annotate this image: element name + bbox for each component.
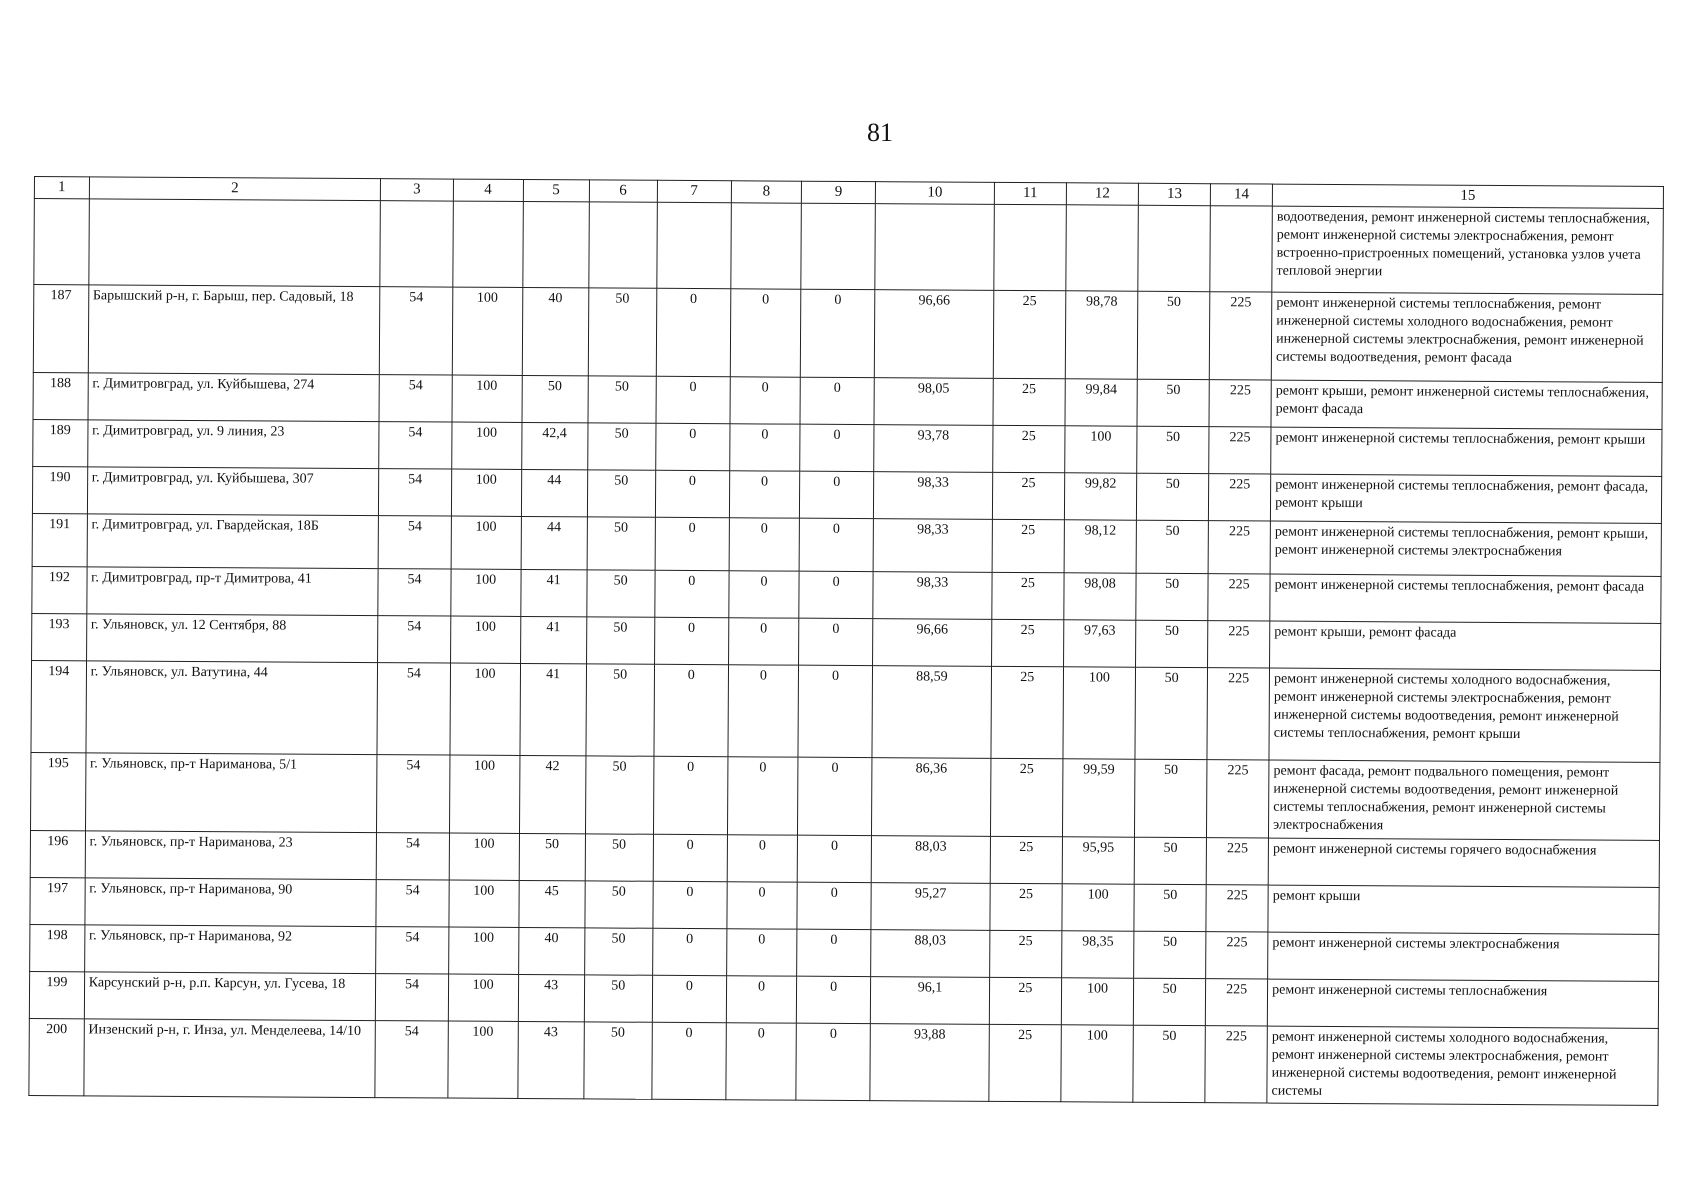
- cell-value-c12: 100: [1061, 977, 1133, 1024]
- cell-value-c7: 0: [653, 756, 728, 834]
- cell-value-c14: 225: [1206, 978, 1268, 1025]
- cell-value-c9: 0: [796, 976, 871, 1023]
- cell-value-c4: 100: [448, 927, 518, 974]
- cell-work-description: ремонт инженерной системы теплоснабжения, ремонт фасада: [1270, 574, 1661, 623]
- cell-value-c13: 50: [1136, 473, 1208, 520]
- cell-value-c14: 225: [1209, 426, 1271, 473]
- cell-empty: [88, 199, 380, 287]
- cell-value-c10: 88,03: [871, 929, 990, 977]
- cell-work-description: ремонт крыши, ремонт фасада: [1270, 621, 1661, 670]
- table-row: [31, 752, 1660, 840]
- cell-value-c7: 0: [654, 664, 729, 756]
- cell-value-c3: 54: [380, 286, 453, 374]
- table-row: [29, 1018, 1658, 1106]
- cell-value-c11: 25: [992, 472, 1064, 519]
- cell-value-c9: 0: [799, 518, 874, 571]
- cell-value-c14: 225: [1209, 473, 1271, 520]
- cell-value-c3: 54: [376, 879, 448, 926]
- cell-value-c13: 50: [1137, 379, 1209, 426]
- cell-value-c4: 100: [452, 375, 522, 422]
- cell-value-c4: 100: [449, 833, 519, 880]
- cell-value-c8: 0: [730, 377, 800, 424]
- cell-value-c10: 98,33: [873, 571, 992, 619]
- cell-row-number: 188: [33, 372, 88, 419]
- cell-address: г. Димитровград, ул. 9 линия, 23: [87, 420, 379, 469]
- cell-value-c8: 0: [727, 881, 797, 928]
- cell-value-c3: 54: [378, 568, 450, 615]
- cell-value-c7: 0: [652, 975, 727, 1022]
- cell-value-c3: 54: [375, 1020, 448, 1098]
- cell-empty: [731, 203, 802, 289]
- cell-work-description: ремонт инженерной системы теплоснабжения, ремонт крыши: [1271, 427, 1662, 476]
- cell-value-c10: 95,27: [871, 882, 990, 930]
- cell-value-c11: 25: [993, 290, 1066, 378]
- cell-value-c9: 0: [797, 835, 872, 882]
- cell-address: Барышский р-н, г. Барыш, пер. Садовый, 18: [88, 285, 380, 375]
- cell-value-c7: 0: [655, 517, 730, 570]
- cell-value-c12: 99,84: [1065, 379, 1137, 426]
- cell-value-c12: 100: [1061, 1024, 1134, 1102]
- cell-row-number: 196: [30, 830, 85, 877]
- column-header-2: 2: [89, 177, 381, 201]
- cell-value-c3: 54: [378, 615, 450, 662]
- cell-value-c9: 0: [800, 289, 875, 377]
- cell-value-c14: 225: [1206, 931, 1268, 978]
- cell-value-c11: 25: [991, 619, 1063, 666]
- cell-work-description: ремонт инженерной системы холодного водоснабжения, ремонт инженерной системы электроснабжения, ремонт инженерной системы водоотведения, ремонт инженерной системы: [1267, 1026, 1658, 1106]
- cell-value-c10: 86,36: [872, 757, 991, 835]
- cell-value-c12: 95,95: [1062, 836, 1134, 883]
- cell-row-number: 195: [31, 752, 86, 830]
- cell-value-c3: 54: [379, 374, 451, 421]
- page-number: 81: [867, 118, 893, 147]
- column-header-9: 9: [801, 181, 875, 203]
- cell-value-c11: 25: [992, 425, 1064, 472]
- cell-address: г. Ульяновск, ул. Ватутина, 44: [86, 661, 378, 755]
- cell-value-c10: 88,59: [872, 665, 991, 758]
- cell-value-c13: 50: [1136, 520, 1208, 573]
- cell-work-description: ремонт крыши, ремонт инженерной системы теплоснабжения, ремонт фасада: [1271, 380, 1662, 429]
- cell-value-c14: 225: [1207, 759, 1269, 837]
- cell-work-description: ремонт инженерной системы электроснабжения: [1268, 932, 1659, 981]
- cell-row-number: 198: [30, 924, 85, 971]
- cell-value-c3: 54: [376, 973, 448, 1020]
- cell-value-c9: 0: [799, 571, 874, 618]
- cell-value-c9: 0: [799, 618, 874, 665]
- cell-value-c8: 0: [729, 471, 799, 518]
- cell-value-c13: 50: [1133, 978, 1205, 1025]
- cell-value-c6: 50: [588, 288, 657, 376]
- cell-value-c14: 225: [1207, 667, 1269, 759]
- cell-value-c12: 98,35: [1062, 930, 1134, 977]
- cell-value-c11: 25: [990, 836, 1062, 883]
- cell-value-c5: 41: [520, 569, 586, 616]
- cell-value-c3: 54: [377, 754, 450, 832]
- cell-value-c3: 54: [377, 662, 450, 754]
- cell-empty: [994, 204, 1067, 290]
- cell-value-c14: 225: [1206, 837, 1268, 884]
- cell-value-c5: 41: [520, 616, 586, 663]
- cell-value-c6: 50: [584, 1021, 653, 1099]
- cell-empty: [588, 202, 657, 288]
- cell-value-c9: 0: [797, 929, 872, 976]
- cell-empty: [522, 201, 589, 287]
- cell-value-c6: 50: [586, 617, 654, 664]
- cell-value-c7: 0: [652, 1022, 727, 1100]
- cell-value-c4: 100: [450, 569, 520, 616]
- cell-value-c13: 50: [1134, 884, 1206, 931]
- cell-value-c10: 93,88: [870, 1023, 989, 1101]
- cell-empty: [380, 200, 453, 286]
- cell-value-c6: 50: [586, 570, 654, 617]
- cell-work-description: ремонт инженерной системы теплоснабжения, ремонт крыши, ремонт инженерной системы электроснабжения: [1270, 521, 1661, 576]
- cell-work-description: ремонт инженерной системы холодного водоснабжения, ремонт инженерной системы электроснабжения, ремонт инженерной системы водоотведения, ремонт инженерной системы теплоснабжения, ремонт крыши: [1269, 668, 1660, 762]
- cell-row-number: 192: [32, 566, 87, 613]
- cell-value-c14: 225: [1208, 520, 1270, 573]
- cell-address: г. Ульяновск, ул. 12 Сентября, 88: [86, 614, 378, 663]
- cell-row-number: 194: [31, 660, 86, 752]
- cell-row-number: 191: [32, 513, 87, 566]
- column-header-1: 1: [34, 177, 89, 199]
- column-header-12: 12: [1066, 183, 1138, 205]
- cell-value-c3: 54: [379, 421, 451, 468]
- cell-value-c6: 50: [588, 376, 656, 423]
- cell-empty: [875, 203, 994, 290]
- cell-value-c12: 99,82: [1064, 473, 1136, 520]
- cell-empty: [452, 201, 523, 287]
- cell-row-number: 189: [33, 419, 88, 466]
- cell-value-c7: 0: [654, 570, 729, 617]
- cell-address: г. Димитровград, ул. Гвардейская, 18Б: [87, 514, 379, 569]
- cell-value-c14: 225: [1208, 573, 1270, 620]
- cell-address: г. Ульяновск, пр-т Нариманова, 5/1: [85, 753, 377, 833]
- cell-value-c4: 100: [450, 616, 520, 663]
- table-row: [33, 284, 1663, 382]
- cell-empty: [801, 203, 876, 289]
- cell-value-c5: 43: [518, 1021, 584, 1099]
- cell-value-c6: 50: [587, 517, 655, 570]
- cell-value-c8: 0: [727, 928, 797, 975]
- cell-value-c8: 0: [726, 975, 796, 1022]
- cell-value-c13: 50: [1134, 931, 1206, 978]
- table-body: [29, 198, 1663, 1105]
- column-header-13: 13: [1138, 183, 1210, 205]
- cell-value-c10: 88,03: [871, 835, 990, 883]
- cell-value-c9: 0: [800, 424, 875, 471]
- cell-address: Карсунский р-н, р.п. Карсун, ул. Гусева, 18: [84, 971, 376, 1020]
- cell-work-description: водоотведения, ремонт инженерной системы теплоснабжения, ремонт инженерной системы электроснабжения, ремонт встроенно-пристроенных помещений, установка узлов учета тепловой энергии: [1272, 206, 1663, 294]
- cell-value-c6: 50: [586, 664, 655, 756]
- cell-value-c5: 50: [519, 833, 585, 880]
- cell-value-c5: 42,4: [521, 422, 587, 469]
- cell-value-c8: 0: [728, 665, 799, 757]
- cell-value-c12: 98,78: [1065, 291, 1138, 379]
- cell-value-c11: 25: [992, 572, 1064, 619]
- cell-value-c4: 100: [449, 755, 520, 833]
- cell-value-c6: 50: [585, 880, 653, 927]
- cell-value-c5: 44: [521, 469, 587, 516]
- cell-address: г. Димитровград, пр-т Димитрова, 41: [86, 567, 378, 616]
- cell-value-c4: 100: [451, 469, 521, 516]
- cell-value-c8: 0: [727, 756, 798, 834]
- cell-address: Инзенский р-н, г. Инза, ул. Менделеева, 14/10: [84, 1018, 376, 1098]
- cell-value-c10: 96,66: [873, 618, 992, 666]
- cell-value-c5: 42: [519, 755, 585, 833]
- cell-row-number: 197: [30, 877, 85, 924]
- cell-value-c8: 0: [727, 834, 797, 881]
- cell-value-c4: 100: [450, 663, 521, 755]
- cell-value-c4: 100: [448, 880, 518, 927]
- cell-value-c11: 25: [989, 930, 1061, 977]
- cell-value-c6: 50: [587, 423, 655, 470]
- cell-empty: [1138, 205, 1211, 291]
- cell-value-c5: 50: [522, 375, 588, 422]
- cell-row-number: 190: [32, 466, 87, 513]
- column-header-14: 14: [1211, 184, 1273, 206]
- cell-work-description: ремонт инженерной системы теплоснабжения, ремонт фасада, ремонт крыши: [1271, 474, 1662, 523]
- cell-address: г. Ульяновск, пр-т Нариманова, 23: [85, 830, 377, 879]
- cell-work-description: ремонт инженерной системы теплоснабжения: [1267, 979, 1658, 1028]
- cell-value-c5: 43: [518, 974, 584, 1021]
- cell-value-c4: 100: [452, 287, 523, 375]
- cell-value-c7: 0: [656, 376, 731, 423]
- cell-work-description: ремонт фасада, ремонт подвального помещения, ремонт инженерной системы водоотведения, ремонт инженерной системы теплоснабжения, ремонт инженерной системы электроснабжения: [1269, 760, 1660, 840]
- cell-value-c3: 54: [376, 926, 448, 973]
- column-header-7: 7: [657, 180, 731, 202]
- cell-value-c9: 0: [797, 757, 872, 835]
- cell-value-c5: 44: [521, 516, 587, 569]
- cell-address: г. Ульяновск, пр-т Нариманова, 90: [85, 877, 377, 926]
- column-header-11: 11: [994, 182, 1066, 204]
- cell-value-c12: 99,59: [1062, 759, 1135, 837]
- cell-value-c8: 0: [726, 1022, 797, 1100]
- cell-row-number: 200: [29, 1018, 84, 1096]
- cell-value-c13: 50: [1137, 426, 1209, 473]
- cell-value-c13: 50: [1137, 291, 1210, 379]
- cell-value-c11: 25: [989, 977, 1061, 1024]
- cell-value-c6: 50: [585, 833, 653, 880]
- cell-value-c12: 97,63: [1063, 620, 1135, 667]
- cell-value-c10: 98,33: [874, 471, 993, 519]
- cell-value-c8: 0: [730, 424, 800, 471]
- cell-value-c13: 50: [1136, 573, 1208, 620]
- cell-value-c7: 0: [652, 928, 727, 975]
- cell-value-c10: 96,66: [874, 289, 993, 378]
- cell-value-c10: 98,05: [874, 377, 993, 425]
- cell-value-c4: 100: [451, 516, 521, 569]
- cell-value-c14: 225: [1210, 291, 1272, 379]
- cell-value-c10: 98,33: [873, 518, 992, 572]
- continuation-row: [34, 198, 1663, 294]
- cell-value-c14: 225: [1208, 620, 1270, 667]
- cell-value-c4: 100: [448, 974, 518, 1021]
- cell-value-c10: 96,1: [871, 976, 990, 1024]
- cell-value-c7: 0: [654, 617, 729, 664]
- cell-empty: [656, 202, 731, 288]
- cell-empty: [1066, 205, 1139, 291]
- cell-value-c6: 50: [585, 756, 654, 834]
- cell-value-c5: 40: [518, 927, 584, 974]
- cell-value-c13: 50: [1135, 667, 1208, 759]
- cell-value-c6: 50: [584, 927, 652, 974]
- cell-value-c11: 25: [993, 378, 1065, 425]
- cell-empty: [1210, 205, 1272, 291]
- cell-value-c11: 25: [991, 666, 1064, 758]
- cell-value-c11: 25: [989, 1024, 1062, 1102]
- cell-value-c13: 50: [1136, 620, 1208, 667]
- cell-value-c9: 0: [800, 377, 875, 424]
- column-header-10: 10: [876, 182, 995, 204]
- column-header-6: 6: [589, 180, 657, 202]
- cell-value-c3: 54: [379, 468, 451, 515]
- cell-value-c5: 41: [520, 663, 587, 755]
- cell-value-c11: 25: [992, 519, 1064, 572]
- cell-value-c10: 93,78: [874, 424, 993, 472]
- column-header-5: 5: [523, 179, 589, 201]
- cell-value-c4: 100: [447, 1021, 518, 1099]
- cell-value-c12: 100: [1065, 426, 1137, 473]
- cell-value-c4: 100: [451, 422, 521, 469]
- cell-row-number: 193: [32, 613, 87, 660]
- cell-value-c7: 0: [655, 470, 730, 517]
- cell-value-c13: 50: [1135, 759, 1208, 837]
- cell-value-c8: 0: [728, 618, 798, 665]
- cell-value-c9: 0: [798, 665, 873, 757]
- cell-address: г. Ульяновск, пр-т Нариманова, 92: [84, 924, 376, 973]
- cell-value-c14: 225: [1209, 379, 1271, 426]
- cell-value-c12: 100: [1063, 667, 1136, 759]
- cell-work-description: ремонт инженерной системы горячего водоснабжения: [1268, 838, 1659, 887]
- cell-row-number: 187: [33, 284, 88, 372]
- cell-value-c13: 50: [1133, 1025, 1206, 1103]
- cell-value-c7: 0: [653, 881, 728, 928]
- cell-value-c3: 54: [377, 832, 449, 879]
- cell-value-c8: 0: [729, 518, 799, 571]
- column-header-3: 3: [381, 179, 453, 201]
- data-table: [28, 176, 1664, 1106]
- cell-value-c12: 98,12: [1064, 520, 1136, 573]
- cell-address: г. Димитровград, ул. Куйбышева, 307: [87, 467, 379, 516]
- table-wrapper: [28, 176, 1664, 1106]
- column-header-4: 4: [453, 179, 523, 201]
- cell-row-number: 199: [29, 971, 84, 1018]
- cell-value-c8: 0: [730, 289, 801, 377]
- cell-address: г. Димитровград, ул. Куйбышева, 274: [88, 373, 380, 422]
- cell-value-c12: 98,08: [1064, 573, 1136, 620]
- cell-value-c8: 0: [729, 571, 799, 618]
- table-row: [31, 660, 1661, 762]
- column-header-8: 8: [731, 181, 801, 203]
- cell-value-c14: 225: [1205, 1025, 1267, 1103]
- cell-value-c7: 0: [656, 288, 731, 376]
- cell-value-c9: 0: [799, 471, 874, 518]
- cell-value-c12: 100: [1062, 883, 1134, 930]
- column-header-15: 15: [1272, 184, 1663, 208]
- cell-value-c14: 225: [1206, 884, 1268, 931]
- cell-value-c5: 45: [519, 880, 585, 927]
- cell-value-c13: 50: [1134, 837, 1206, 884]
- cell-empty: [34, 198, 89, 284]
- cell-value-c6: 50: [584, 974, 652, 1021]
- cell-value-c5: 40: [522, 287, 589, 375]
- cell-value-c11: 25: [990, 883, 1062, 930]
- cell-work-description: ремонт инженерной системы теплоснабжения, ремонт инженерной системы холодного водоснабжения, ремонт инженерной системы электроснабжения, ремонт инженерной системы водоотведения, ремонт фасада: [1271, 292, 1662, 382]
- cell-value-c6: 50: [587, 470, 655, 517]
- cell-value-c7: 0: [653, 834, 728, 881]
- cell-value-c9: 0: [796, 1023, 871, 1101]
- cell-value-c7: 0: [655, 423, 730, 470]
- cell-value-c9: 0: [797, 882, 872, 929]
- cell-work-description: ремонт крыши: [1268, 885, 1659, 934]
- cell-value-c3: 54: [379, 515, 451, 568]
- cell-value-c11: 25: [990, 758, 1063, 836]
